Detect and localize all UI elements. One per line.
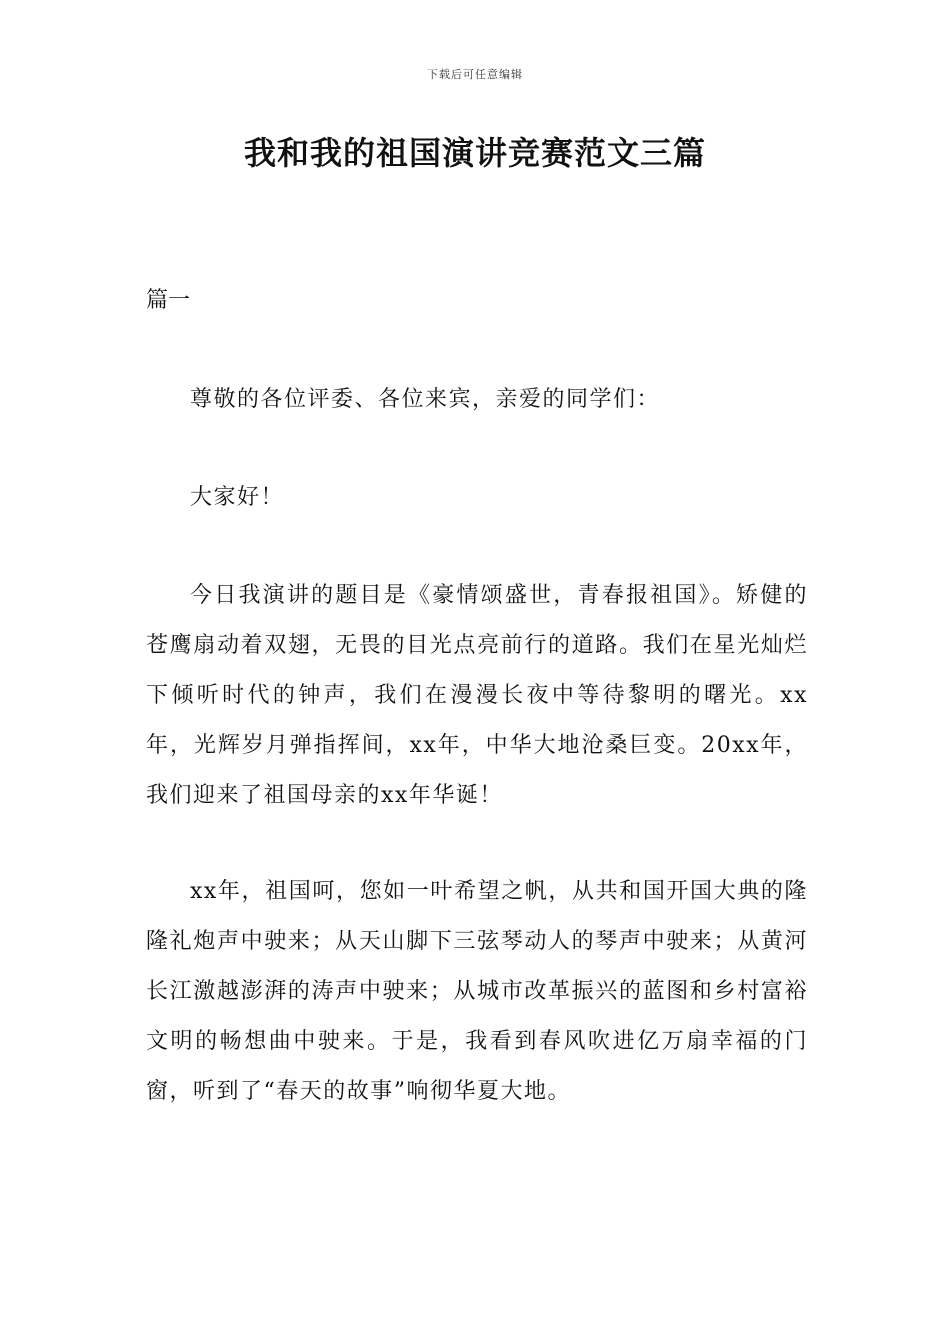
paragraph-motherland: xx年，祖国呵，您如一叶希望之帆，从共和国开国大典的隆隆礼炮声中驶来；从天山脚下三弦琴动人的琴声中驶来；从黄河长江激越澎湃的涛声中驶来；从城市改革振兴的蓝图和乡村富裕文明的畅想曲中驶来。于是，我看到春风吹进亿万扇幸福的门窗，听到了“春天的故事”响彻华夏大地。 <box>146 879 808 1104</box>
paragraph-hello: 大家好！ <box>190 485 285 510</box>
paragraph-greeting: 尊敬的各位评委、各位来宾，亲爱的同学们： <box>190 387 661 412</box>
paragraph-topic: 今日我演讲的题目是《豪情颂盛世，青春报祖国》。矫健的苍鹰扇动着双翅，无畏的目光点亮前行的道路。我们在星光灿烂下倾听时代的钟声，我们在漫漫长夜中等待黎明的曙光。xx年，光辉岁月弹指挥间，xx年，中华大地沧桑巨变。20xx年，我们迎来了祖国母亲的xx年华诞！ <box>146 583 808 808</box>
section-label: 篇一 <box>146 288 191 313</box>
document-title: 我和我的祖国演讲竞赛范文三篇 <box>243 134 706 172</box>
header-note: 下载后可任意编辑 <box>427 68 523 81</box>
